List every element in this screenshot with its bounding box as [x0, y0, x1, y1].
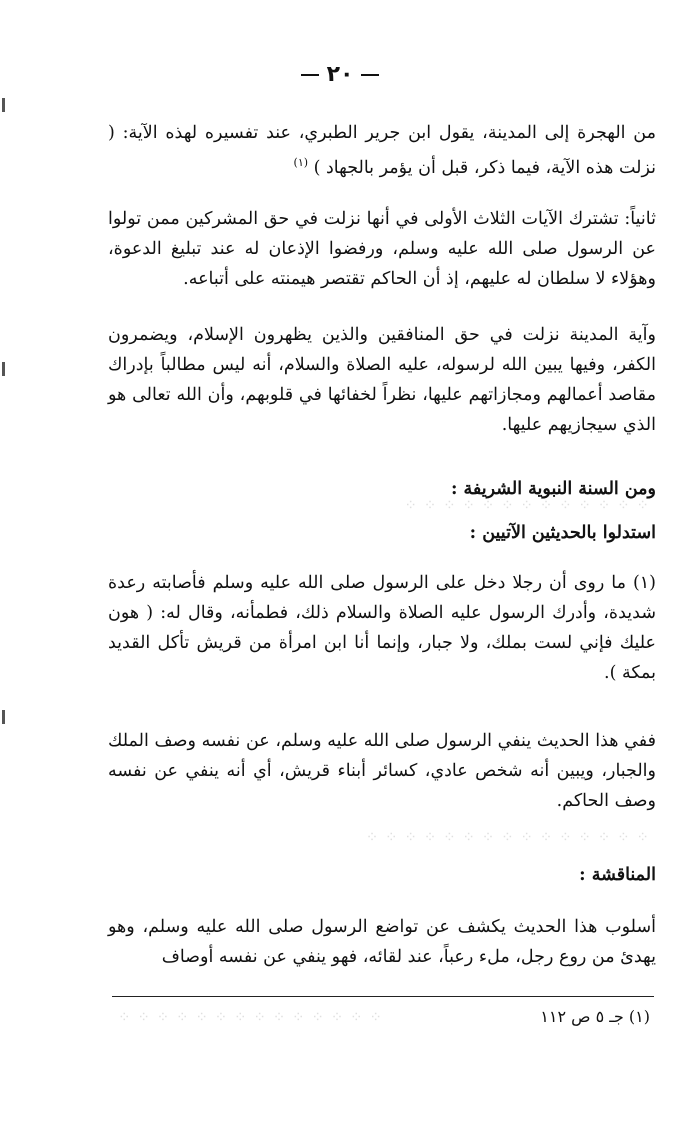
- margin-mark: [2, 98, 5, 112]
- paragraph-5: ففي هذا الحديث ينفي الرسول صلى الله عليه وسلم، عن نفسه وصف الملك والجبار، ويبين أنه شخص عادي، كسائر أبناء قريش، أي أنه ينفي عن نفسه وصف الحاكم.: [108, 731, 656, 811]
- section-heading-sunnah: ومن السنة النبوية الشريفة :: [450, 479, 656, 499]
- page-number-value: ٢٠: [326, 62, 354, 87]
- section-heading-hadith: استدلوا بالحديثين الآتيين :: [469, 523, 656, 543]
- page-number: [0, 62, 680, 87]
- hadith-number: (١): [632, 573, 656, 593]
- paragraph-1-text: من الهجرة إلى المدينة، يقول ابن جرير الطبري، عند تفسيره لهذه الآية: ( نزلت هذه الآية، فيما ذكر، قبل أن يؤمر بالجهاد ): [108, 123, 656, 178]
- paragraph-3: وآية المدينة نزلت في حق المنافقين والذين يظهرون الإسلام، ويضمرون الكفر، وفيها يبين الله لرسوله، عليه الصلاة والسلام، أنه ليس مطالباً بإدراك مقاصد أعمالهم ومجازاتهم عليها، نظراً لخفائها في قلوبهم، وأن الله تعالى هو الذي سيجازيهم عليها.: [108, 325, 656, 435]
- paragraph-4-text: ما روى أن رجلا دخل على الرسول صلى الله عليه وسلم فأصابته رعدة شديدة، وأدرك الرسول عليه الصلاة والسلام ذلك، فطمأنه، وقال له: ( هون عليك فإني لست بملك، ولا جبار، وإنما أنا ابن امرأة من قريش تأكل القديد بمكة ).: [108, 573, 656, 683]
- footnote-rule: [112, 996, 654, 997]
- margin-mark: [2, 710, 5, 724]
- margin-mark: [2, 362, 5, 376]
- footnote-marker: (١): [293, 156, 309, 169]
- section-heading-discussion: المناقشة :: [579, 865, 656, 885]
- bleed-through-text: ⁘ ⁘ ⁘ ⁘ ⁘ ⁘ ⁘ ⁘ ⁘ ⁘ ⁘ ⁘ ⁘ ⁘: [118, 1008, 383, 1026]
- paragraph-6: أسلوب هذا الحديث يكشف عن تواضع الرسول صلى الله عليه وسلم، وهو يهدئ من روع رجل، ملء رعباً، عند لقائه، فهو ينفي عن نفسه أوصاف: [108, 917, 656, 967]
- bleed-through-text: ⁘ ⁘ ⁘ ⁘ ⁘ ⁘ ⁘ ⁘ ⁘ ⁘ ⁘ ⁘ ⁘: [404, 496, 650, 514]
- paragraph-4: [108, 568, 656, 688]
- paragraph-2: ثانياً: تشترك الآيات الثلاث الأولى في أنها نزلت في حق المشركين ممن تولوا عن الرسول صلى الله عليه وسلم، ورفضوا الإذعان له عند تبليغ الدعوة، وهؤلاء لا سلطان له عليهم، إذ أن الحاكم تقتصر هيمنته على أتباعه.: [108, 209, 656, 289]
- page-number-dash-right: [361, 74, 379, 76]
- page-number-dash-left: [301, 74, 319, 76]
- paragraph-1: [108, 118, 656, 183]
- footnote: (١) جـ ٥ ص ١١٢: [540, 1007, 650, 1026]
- bleed-through-text: ⁘ ⁘ ⁘ ⁘ ⁘ ⁘ ⁘ ⁘ ⁘ ⁘ ⁘ ⁘ ⁘ ⁘ ⁘: [365, 828, 650, 846]
